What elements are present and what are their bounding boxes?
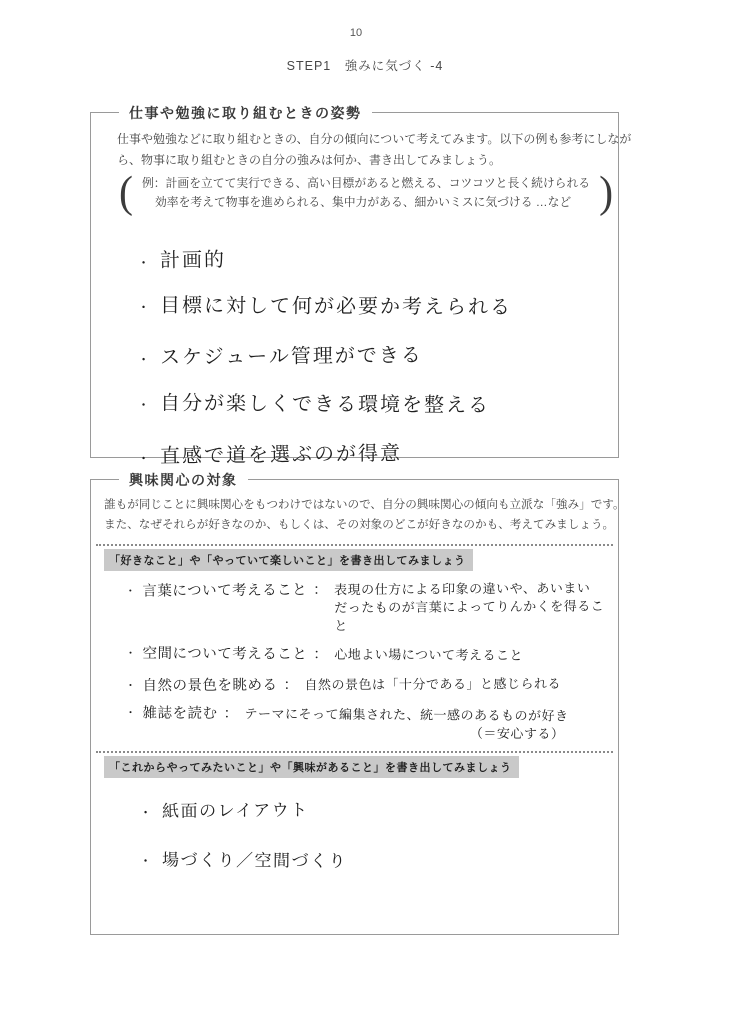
- bullet-icon: ・: [136, 397, 151, 413]
- intro-line: 誰もが同じことに興味関心をもつわけではないので、自分の興味関心の傾向も立派な「強み」です。: [104, 498, 625, 511]
- note-desc-line: だったものが言葉によってりんかくを得ること: [334, 598, 605, 634]
- intro-line: 仕事や勉強などに取り組むときの、自分の傾向について考えてみます。以下の例も参考にしなが: [117, 132, 632, 146]
- bullet-icon: ・: [138, 804, 153, 821]
- handwritten-note: [137, 434, 618, 469]
- note-term: 空間について考えること: [142, 645, 308, 663]
- note-separator: ：: [223, 705, 239, 723]
- bullet-icon: ・: [125, 707, 137, 720]
- bullet-icon: ・: [124, 680, 137, 693]
- note-description: [334, 579, 612, 635]
- bullet-icon: ・: [136, 255, 151, 271]
- note-text: 直感で道を選ぶのが得意: [159, 442, 403, 468]
- dotted-divider: [96, 544, 613, 546]
- note-term: 自然の景色を眺める: [142, 677, 278, 695]
- note-separator: ：: [313, 646, 329, 663]
- section-work-attitude-panel: [90, 105, 632, 468]
- handwritten-note: [139, 793, 618, 822]
- subsection-label-future: 「これからやってみたいこと」や「興味があること」を書き出してみましょう: [104, 756, 519, 778]
- section2-intro: [104, 495, 625, 535]
- note-text: スケジュール管理ができる: [159, 344, 423, 369]
- section-interests-panel: [90, 472, 625, 935]
- dotted-divider: [96, 751, 613, 753]
- intro-line: ら、物事に取り組むときの自分の強みは何か、書き出してみましょう。: [117, 153, 502, 167]
- handwritten-definition-list: [125, 581, 612, 742]
- handwritten-note: [125, 704, 612, 743]
- page-number: 10: [349, 27, 363, 39]
- note-term: 雑誌を読む: [142, 705, 218, 722]
- bullet-icon: ・: [124, 585, 137, 598]
- paren-open: (: [119, 168, 133, 218]
- bullet-icon: ・: [136, 351, 151, 368]
- note-text: 目標に対して何が必要か考えられる: [159, 294, 513, 319]
- note-desc-line: （＝安心する）: [469, 725, 565, 742]
- note-description: [304, 675, 561, 694]
- intro-line: また、なぜそれらが好きなのか、もしくは、その対象のどこが好きなのかも、考えてみましょう。: [104, 518, 615, 531]
- note-description: [334, 646, 523, 665]
- handwritten-note: [125, 579, 612, 636]
- note-desc-line: 表現の仕方による印象の違いや、あいまい: [334, 580, 591, 598]
- note-text: 場づくり／空間づくり: [161, 850, 348, 871]
- note-desc-line: テーマにそって編集された、統一感のあるものが好き: [244, 706, 569, 724]
- handwritten-notes-list: [137, 241, 618, 466]
- note-desc-line: 自然の景色は「十分である」と感じられる: [304, 675, 562, 693]
- handwritten-note: [137, 289, 618, 321]
- subsection-label-likes: 「好きなこと」や「やっていて楽しいこと」を書き出してみましょう: [104, 549, 473, 571]
- step-title: STEP1 強みに気づく -4: [286, 59, 444, 73]
- section-interests-body: [91, 495, 625, 949]
- bullet-icon: ・: [136, 450, 151, 466]
- note-desc-line: 心地よい場について考えること: [334, 646, 524, 663]
- bullet-icon: ・: [136, 299, 151, 315]
- handwritten-note: [139, 845, 618, 873]
- note-text: 自分が楽しくできる環境を整える: [159, 392, 491, 417]
- handwritten-note: [137, 386, 618, 418]
- example-line: 例：計画を立てて実行できる、高い目標があると燃える、コツコツと長く続けられる: [142, 176, 591, 190]
- handwritten-note: [125, 675, 612, 697]
- section-interests-title: 興味関心の対象: [119, 470, 248, 490]
- handwritten-note: [125, 645, 612, 667]
- bullet-icon: ・: [124, 647, 137, 660]
- note-text: 計画的: [159, 249, 227, 273]
- bullet-icon: ・: [138, 853, 153, 869]
- section-work-attitude-body: [91, 129, 632, 473]
- paren-close: ): [599, 168, 614, 218]
- handwritten-note: [137, 337, 618, 370]
- example-text: [142, 174, 590, 212]
- section1-intro: [117, 129, 632, 171]
- note-separator: ：: [313, 582, 329, 599]
- note-description: [244, 705, 568, 743]
- example-block: [119, 168, 618, 218]
- section-work-attitude-title: 仕事や勉強に取り組むときの姿勢: [119, 103, 372, 123]
- handwritten-note: [137, 238, 618, 274]
- note-separator: ：: [283, 677, 299, 694]
- note-text: 紙面のレイアウト: [161, 800, 309, 821]
- example-line: 効率を考えて物事を進められる、集中力がある、細かいミスに気づける …など: [155, 195, 572, 209]
- note-term: 言葉について考えること: [142, 582, 308, 600]
- handwritten-notes-list: [139, 795, 618, 872]
